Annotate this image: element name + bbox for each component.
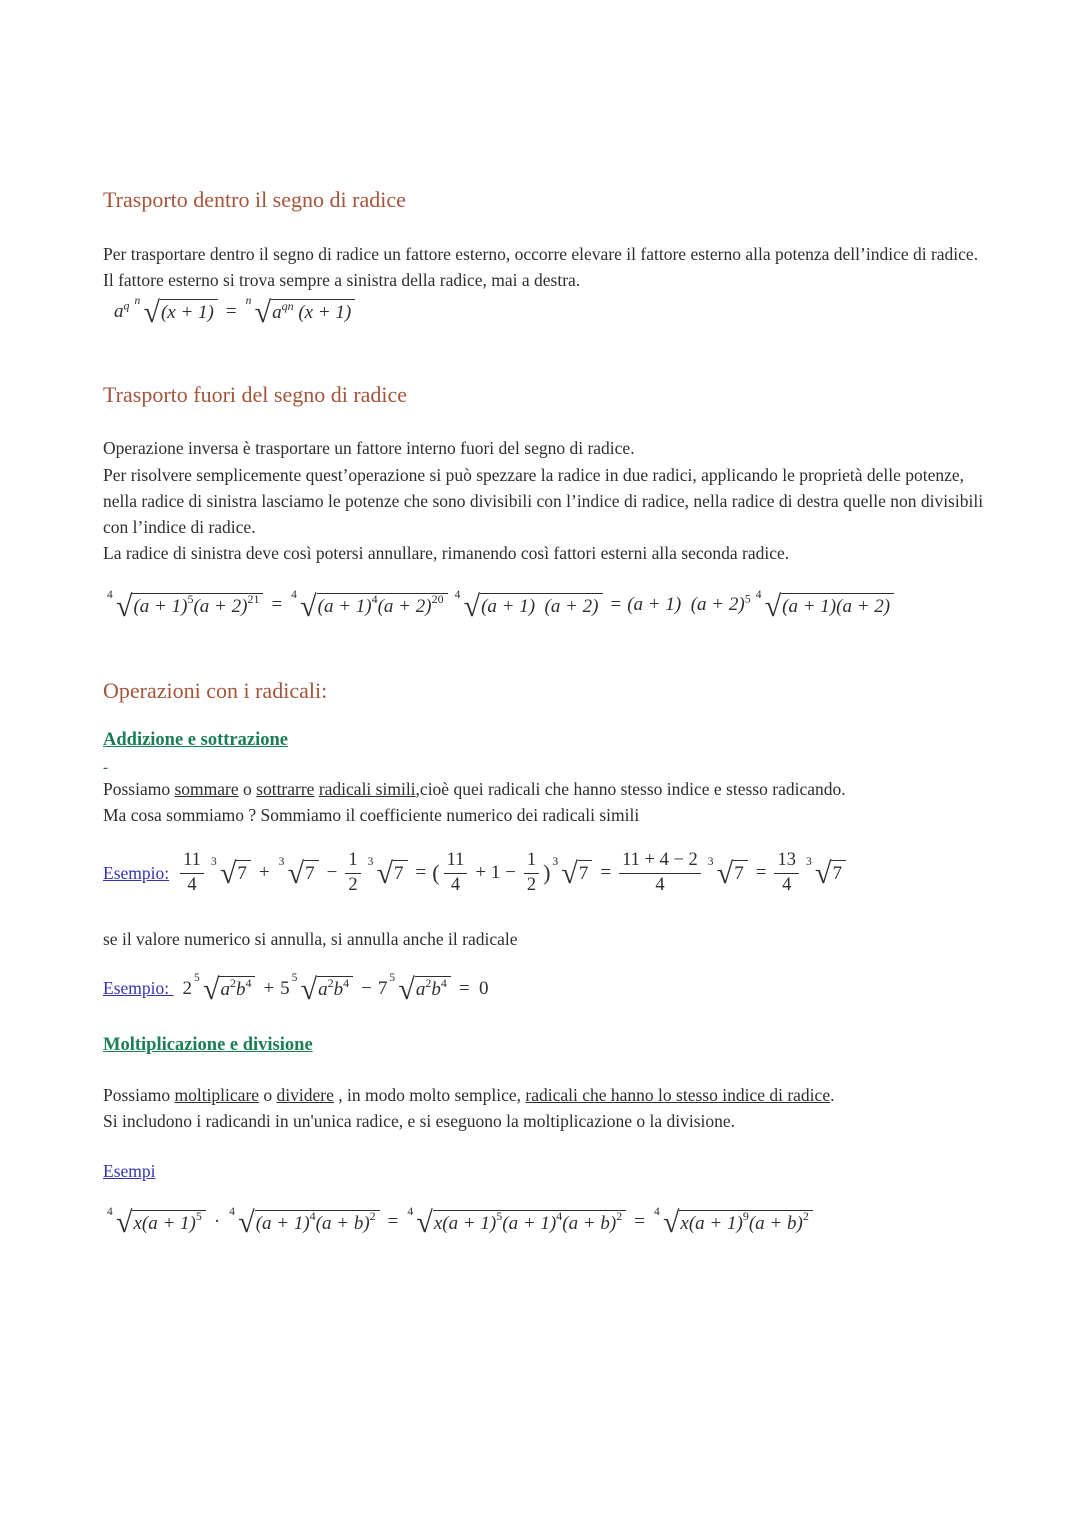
heading-trasporto-fuori: Trasporto fuori del segno di radice bbox=[103, 381, 408, 407]
radical-sign-icon: √ bbox=[814, 856, 832, 890]
heading-operazioni-radicali: Operazioni con i radicali: bbox=[103, 677, 328, 703]
underlined-term: moltiplicare bbox=[174, 1085, 260, 1106]
radicand: $x(a + 1)^5(a + 1)^4(a + b)^2$ bbox=[433, 1210, 626, 1236]
radicand: $a^2b^4$ bbox=[219, 976, 255, 1002]
radical-sign-icon: √ bbox=[398, 972, 415, 1006]
equals-sign: = bbox=[610, 594, 622, 616]
radical bbox=[278, 856, 319, 890]
radicand: 7 bbox=[304, 860, 319, 886]
paragraph-moltiplicazione: Possiamo moltiplicare o dividere , in modo molto semplice, radicali che hanno lo stesso indice di radice. Si includono i radicandi in un'unica radice, e si eseguono la moltiplicazione o la divisione. bbox=[103, 1085, 835, 1132]
radical-sign-icon: √ bbox=[300, 589, 317, 623]
radical-index: 5 bbox=[291, 972, 298, 985]
open-paren: ( bbox=[432, 859, 440, 885]
formula-esempio-addizione bbox=[103, 850, 985, 896]
radical-index: n bbox=[134, 295, 141, 308]
radicand: $x(a + 1)^9(a + b)^2$ bbox=[679, 1210, 812, 1236]
text-line: Si includono i radicandi in un'unica radice, e si eseguono la moltiplicazione o la divisione. bbox=[103, 1111, 736, 1132]
radicand: 7 bbox=[393, 860, 408, 886]
underlined-term: sommare bbox=[174, 778, 239, 799]
equals-zero: = 0 bbox=[458, 977, 489, 999]
radical-index: 3 bbox=[552, 856, 559, 869]
radical bbox=[653, 1205, 813, 1240]
equals-sign: = bbox=[225, 300, 237, 322]
radicand: $(a + 1)^4(a + b)^2$ bbox=[255, 1210, 380, 1236]
radicand: (a + 1)(a + 2) bbox=[781, 593, 894, 619]
math-term: $a^q$ bbox=[114, 298, 130, 322]
radicand: $a^2b^4$ bbox=[415, 976, 451, 1002]
esempio-label: Esempio: bbox=[103, 978, 174, 999]
radical bbox=[134, 295, 218, 329]
plus-sign: + bbox=[258, 861, 270, 883]
radical bbox=[367, 856, 408, 890]
paragraph-addizione: Possiamo sommare o sottrarre radicali simili,cioè quei radicali che hanno stesso indice e stesso radicando. Ma cosa sommiamo ? Sommiamo il coefficiente numerico dei radicali simili bbox=[103, 778, 846, 826]
radical bbox=[755, 588, 894, 623]
equals-sign: = bbox=[271, 594, 283, 616]
underlined-term: dividere bbox=[276, 1085, 334, 1106]
radical bbox=[551, 856, 592, 890]
minus-sign: − bbox=[361, 977, 372, 999]
radicand: 7 bbox=[578, 860, 593, 886]
esempi-line bbox=[103, 1161, 985, 1182]
radical-index: n bbox=[245, 295, 252, 308]
text-line: Ma cosa sommiamo ? Sommiamo il coefficiente numerico dei radicali simili bbox=[103, 805, 640, 826]
radical-sign-icon: √ bbox=[300, 972, 318, 1006]
plus-sign: + bbox=[263, 977, 275, 999]
radical bbox=[228, 1205, 379, 1240]
radical-index: 4 bbox=[107, 1205, 113, 1218]
minus-sign: − bbox=[326, 861, 338, 883]
coefficient: 5 bbox=[280, 977, 290, 999]
radical-sign-icon: √ bbox=[287, 856, 305, 890]
radical-sign-icon: √ bbox=[116, 589, 133, 623]
radicand: $x(a + 1)^5$ bbox=[132, 1210, 205, 1236]
radical-sign-icon: √ bbox=[238, 1206, 255, 1240]
radical bbox=[454, 588, 603, 623]
radical-index: 3 bbox=[367, 856, 374, 869]
fraction: $\frac{11}{4}$ bbox=[444, 850, 468, 896]
radicand: $a^2b^4$ bbox=[317, 976, 353, 1002]
radical-index: 5 bbox=[389, 972, 396, 985]
fraction: $\frac{13}{4}$ bbox=[774, 850, 799, 896]
radical bbox=[193, 972, 255, 1006]
radicand: $(a + 1)^4(a + 2)^{20}$ bbox=[317, 593, 448, 619]
radical bbox=[106, 588, 263, 623]
radical bbox=[106, 1205, 206, 1240]
underlined-term: sottrarre bbox=[256, 778, 315, 799]
radical-sign-icon: √ bbox=[416, 1206, 433, 1240]
radical-index: 5 bbox=[193, 972, 200, 985]
underlined-term: radicali che hanno lo stesso indice di radice bbox=[525, 1085, 831, 1106]
radical-index: 4 bbox=[755, 588, 762, 601]
text-line: Operazione inversa è trasportare un fattore interno fuori del segno di radice. bbox=[103, 438, 635, 459]
radical bbox=[805, 856, 846, 890]
radical-sign-icon: √ bbox=[219, 856, 237, 890]
radicand: 7 bbox=[236, 860, 251, 886]
radical-sign-icon: √ bbox=[561, 856, 578, 890]
close-paren: ) bbox=[543, 859, 551, 885]
formula-esempi-moltiplicazione bbox=[103, 1205, 985, 1240]
radical bbox=[406, 1205, 626, 1240]
radicand: (x + 1) bbox=[160, 299, 218, 325]
radical-index: 4 bbox=[407, 1205, 414, 1218]
radical bbox=[245, 295, 356, 329]
coefficient: 2 bbox=[182, 977, 192, 999]
radical bbox=[210, 856, 251, 890]
formula-esempio-annulla bbox=[103, 972, 985, 1006]
equals-sign: = bbox=[600, 861, 612, 883]
math-operators: + 1 − bbox=[475, 861, 516, 883]
radicand: 7 bbox=[733, 860, 748, 886]
heading-trasporto-dentro: Trasporto dentro il segno di radice bbox=[103, 187, 406, 212]
stray-dash: - bbox=[103, 760, 108, 777]
radicand: 7 bbox=[831, 860, 846, 886]
paragraph-trasporto-dentro bbox=[103, 241, 985, 294]
text-line: Per trasportare dentro il segno di radice un fattore esterno, occorre elevare il fattore esterno alla potenza dell’indice di radice. bbox=[103, 243, 979, 264]
subheading-moltiplicazione-divisione: Moltiplicazione e divisione bbox=[103, 1034, 313, 1055]
fraction: $\frac{1}{2}$ bbox=[345, 850, 360, 896]
equals-sign: = bbox=[755, 861, 767, 883]
fraction: $\frac{11 + 4 - 2}{4}$ bbox=[619, 850, 701, 896]
radical-sign-icon: √ bbox=[254, 295, 272, 329]
radical-index: 4 bbox=[454, 588, 461, 601]
equals-sign: = bbox=[415, 861, 427, 883]
radical bbox=[707, 856, 748, 890]
radical-sign-icon: √ bbox=[716, 856, 734, 890]
formula-trasporto-dentro bbox=[113, 295, 985, 329]
paragraph-trasporto-fuori bbox=[103, 435, 985, 566]
radical-sign-icon: √ bbox=[463, 589, 481, 623]
radicand: $a^{qn}$ (x + 1) bbox=[271, 299, 355, 325]
math-term: (a + 1) $(a + 2)^5$ bbox=[627, 591, 751, 616]
radical bbox=[388, 972, 450, 1006]
esempio-label: Esempio: bbox=[103, 862, 170, 883]
radicand: $(a + 1)^5(a + 2)^{21}$ bbox=[132, 593, 263, 619]
radical bbox=[290, 588, 447, 623]
multiplication-dot: · bbox=[213, 1211, 221, 1233]
fraction: $\frac{11}{4}$ bbox=[180, 850, 204, 896]
radical bbox=[291, 972, 353, 1006]
radical-sign-icon: √ bbox=[376, 856, 394, 890]
text-line: Il fattore esterno si trova sempre a sinistra della radice, mai a destra. bbox=[103, 269, 581, 290]
radical-index: 3 bbox=[278, 856, 285, 869]
radical-index: 4 bbox=[653, 1205, 660, 1218]
radical-sign-icon: √ bbox=[143, 295, 160, 329]
formula-trasporto-fuori bbox=[103, 588, 985, 623]
radical-sign-icon: √ bbox=[764, 589, 782, 623]
equals-sign: = bbox=[387, 1211, 399, 1233]
radical-sign-icon: √ bbox=[202, 972, 220, 1006]
radical-index: 3 bbox=[805, 856, 812, 869]
coefficient: 7 bbox=[377, 977, 388, 999]
esempi-label: Esempi bbox=[103, 1160, 156, 1181]
radical-index: 3 bbox=[707, 856, 714, 869]
text-line: Per risolvere semplicemente quest’operazione si può spezzare la radice in due radici, applicando le proprietà delle potenze, nella radice di sinistra lasciamo le potenze che sono divisibili con l’indice di radice, nella radice di destra quelle non divisibili con l’indice di radice. bbox=[103, 464, 984, 538]
fraction: $\frac{1}{2}$ bbox=[524, 850, 539, 896]
radical-index: 3 bbox=[210, 856, 217, 869]
subheading-addizione-sottrazione: Addizione e sottrazione bbox=[103, 730, 288, 751]
radical-index: 4 bbox=[291, 588, 297, 601]
radicand: (a + 1) (a + 2) bbox=[480, 593, 602, 619]
text-line: La radice di sinistra deve così potersi annullare, rimanendo così fattori esterni alla seconda radice. bbox=[103, 543, 790, 564]
underlined-term: radicali simili bbox=[318, 778, 416, 799]
radical-sign-icon: √ bbox=[116, 1206, 133, 1240]
equals-sign: = bbox=[634, 1211, 645, 1233]
radical-index: 4 bbox=[229, 1205, 235, 1218]
radical-sign-icon: √ bbox=[662, 1206, 680, 1240]
paragraph-annulla: se il valore numerico si annulla, si annulla anche il radicale bbox=[103, 928, 518, 949]
radical-index: 4 bbox=[107, 588, 113, 601]
